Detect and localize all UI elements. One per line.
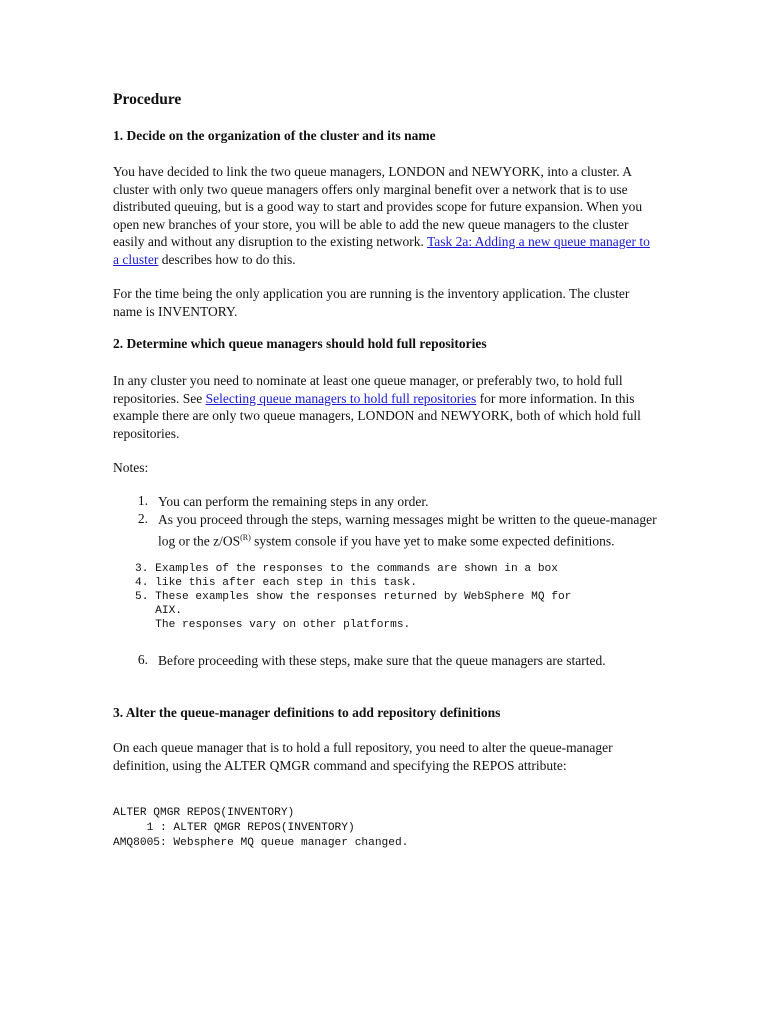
- note-2-text-b: system console if you have yet to make some expected definitions.: [250, 533, 615, 548]
- note-5-mono-cont-1: AIX.: [135, 605, 182, 617]
- step3-title: 3. Alter the queue-manager definitions to add repository definitions: [113, 705, 501, 720]
- step2-paragraph-1: [113, 372, 658, 442]
- note-2-text-a: As you proceed through the steps, warning messages might be written to the queue-manager log or the z/OS: [158, 512, 657, 548]
- note-6-text: Before proceeding with these steps, make sure that the queue managers are started.: [158, 653, 606, 668]
- selecting-queue-managers-link[interactable]: Selecting queue managers to hold full repositories: [205, 390, 477, 406]
- note-1-text: You can perform the remaining steps in any order.: [158, 494, 429, 509]
- step1-paragraph-1-text: You have decided to link the two queue managers, LONDON and NEWYORK, into a cluster. A cluster with only two queue managers offers only marginal benefit over a network that is to use distributed queuing, but is a good way to start and provides scope for future expansion. When you open new branches of your store, you will be able to add the new queue managers to the cluster easily and without any disruption to the existing network.: [113, 164, 643, 249]
- note-1-number: 1.: [137, 493, 148, 508]
- step1-paragraph-1-tail: describes how to do this.: [158, 251, 296, 267]
- section-heading: Procedure: [113, 91, 182, 108]
- note-5-mono-cont-2: The responses vary on other platforms.: [135, 619, 411, 631]
- code-line-1: ALTER QMGR REPOS(INVENTORY): [113, 807, 295, 819]
- notes-label: Notes:: [113, 460, 149, 475]
- note-5-mono: 5. These examples show the responses returned by WebSphere MQ for: [135, 591, 572, 603]
- step2-paragraph-1-tail: for more information. In this example there are only two queue managers, LONDON and NEWYORK, both of which hold full repositories.: [113, 390, 641, 441]
- step2-title: 2. Determine which queue managers should hold full repositories: [113, 336, 487, 351]
- registered-mark: (R): [240, 532, 251, 542]
- step1-title: 1. Decide on the organization of the cluster and its name: [113, 128, 436, 143]
- code-line-2: 1 : ALTER QMGR REPOS(INVENTORY): [113, 822, 355, 834]
- note-4-mono: 4. like this after each step in this task.: [135, 577, 417, 589]
- step3-paragraph-1: On each queue manager that is to hold a full repository, you need to alter the queue-manager definition, using the ALTER QMGR command and specifying the REPOS attribute:: [113, 740, 613, 773]
- task-2a-link[interactable]: Task 2a: Adding a new queue manager to a cluster: [113, 234, 650, 267]
- code-line-3: AMQ8005: Websphere MQ queue manager changed.: [113, 837, 409, 849]
- note-3-mono: 3. Examples of the responses to the commands are shown in a box: [135, 563, 558, 575]
- note-2-number: 2.: [137, 511, 148, 526]
- step1-paragraph-1: [113, 163, 658, 268]
- note-2-text: [158, 511, 658, 550]
- step2-paragraph-1-text: In any cluster you need to nominate at least one queue manager, or preferably two, to hold full repositories. See: [113, 373, 623, 406]
- note-6-number: 6.: [137, 652, 148, 667]
- step1-paragraph-2: For the time being the only application you are running is the inventory application. The cluster name is INVENTORY.: [113, 286, 630, 319]
